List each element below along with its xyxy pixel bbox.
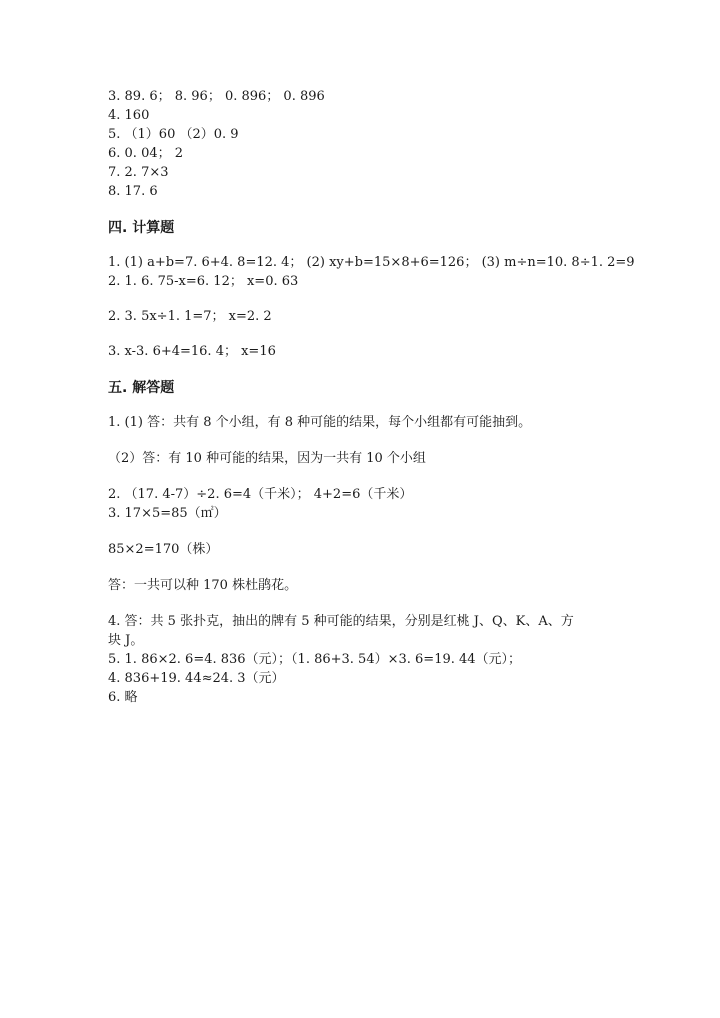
answer-line: 85×2=170（株） [108, 542, 219, 557]
answer-line: 3. 17×5=85（㎡） [108, 506, 227, 521]
answer-line: 1. (1) a+b=7. 6+4. 8=12. 4； (2) xy+b=15×8+6=126； (3) m÷n=10. 8÷1. 2=9 [108, 255, 635, 270]
answer-line: 块 J。 [108, 633, 144, 648]
answer-line: 7. 2. 7×3 [108, 165, 169, 180]
answer-line: 1. (1) 答：共有 8 个小组，有 8 种可能的结果，每个小组都有可能抽到。 [108, 415, 532, 430]
answer-line: 4. 160 [108, 108, 150, 123]
answer-line: 8. 17. 6 [108, 184, 158, 199]
answer-line: 3. x-3. 6+4=16. 4； x=16 [108, 344, 276, 359]
answer-line: 4. 答：共 5 张扑克，抽出的牌有 5 种可能的结果，分别是红桃 J、Q、K、A、方 [108, 614, 574, 629]
section-heading-solutions: 五. 解答题 [108, 380, 175, 396]
answer-line: 5. 1. 86×2. 6=4. 836（元）；（1. 86+3. 54）×3. 6=19. 44（元）； [108, 652, 522, 667]
answer-line: 答：一共可以种 170 株杜鹃花。 [108, 578, 298, 593]
answer-line: 3. 89. 6； 8. 96； 0. 896； 0. 896 [108, 89, 325, 104]
answer-line: 4. 836+19. 44≈24. 3（元） [108, 671, 285, 686]
answer-line: 2. 1. 6. 75-x=6. 12； x=0. 63 [108, 274, 299, 289]
answer-line: 2. 3. 5x÷1. 1=7； x=2. 2 [108, 309, 272, 324]
answer-line: 6. 0. 04； 2 [108, 146, 184, 161]
answer-line: 6. 略 [108, 690, 138, 705]
section-heading-calculation: 四. 计算题 [108, 220, 175, 236]
answer-line: （2）答：有 10 种可能的结果，因为一共有 10 个小组 [108, 451, 426, 466]
answer-line: 5. （1）60 （2）0. 9 [108, 127, 239, 142]
answer-line: 2. （17. 4-7）÷2. 6=4（千米）； 4+2=6（千米） [108, 487, 413, 502]
